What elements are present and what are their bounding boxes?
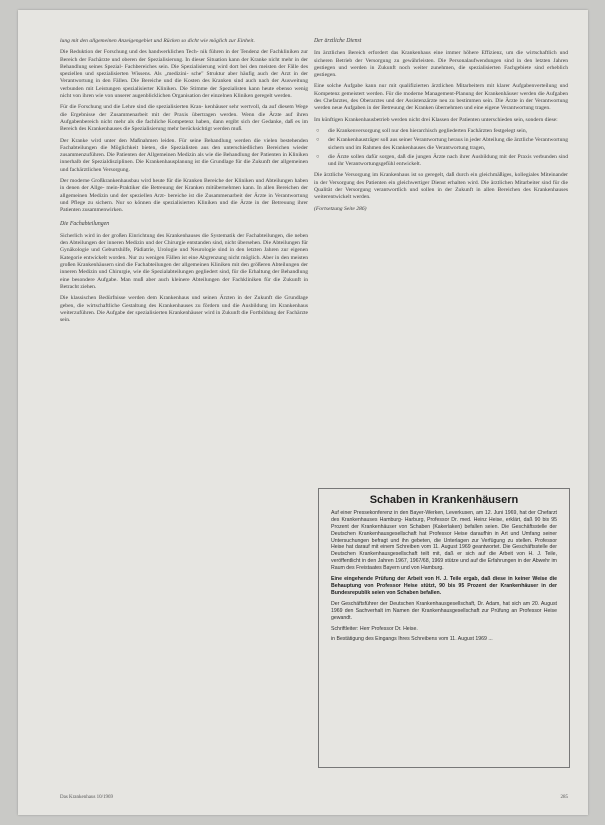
paragraph: Die Reduktion der Forschung und des handwerklichen Tech- nik führen in der Tendenz der Fachkliniken zur Bereich der Fachärzte und oberen der Spezialisierung. In dieser Situation kann der Kranke nicht mehr in der Behandlung seines Spezial- Fachbereiches sein. Die Spezialisierung wird dort bei den meisten der Fälle des speziellen und spezialisierten Wissens. Als „medizini- sche" Struktur aber häufig auch der Arzt in der Verantwortung in den Fällen. Die Bereiche und die Kosten des Kranken sind auch nach der Ausweitung verbunden mit Leistungen spezialisierter Kliniken. Die Stimme der Spezialisten kann heute ebenso wenig nicht von ihren wie von unserer augenblicklichen Organisation der einzelnen Kliniken geregelt werden.: [60, 49, 308, 100]
paragraph: Die klassischen Bedürfnisse werden dem Krankenhaus und seinen Ärzten in der Zukunft die Grundlage geben, die wirtschaftliche Gestaltung des Krankenhauses zu fördern und die Ausbildung im Krankenhaus weiterzuführen. Die Aufgabe der spezialisierten Krankenhäuser wird in Zukunft die Fortbildung der Fachärzte sein.: [60, 295, 308, 324]
paragraph: Auf einer Pressekonferenz in den Bayer-Werken, Leverkusen, am 12. Juni 1969, hat der Chefarzt des Krankenhauses Hamburg- Harburg, Professor Dr. med. Heinz Heise, erklärt, daß 90 bis 95 Prozent der Krankenhäuser von Schaben (Kakerlaken) befallen seien. Die Geschäftsstelle der Deutschen Krankenhausgesellschaft hat Professor Heise daraufhin in Art und Umfang seiner Untersuchungen befragt und ihn gebeten, die Unterlagen zur Verfügung zu stellen. Professor Heise hat darauf mit einem Schreiben vom 11. August 1969 geantwortet. Die Geschäftsstelle der Deutschen Krankenhausgesellschaft teilt mit, daß er sich auf die Arbeit von H. J. Teile, veröffentlicht in den Jahren 1967, 1967/68, 1969 stütze und auf die Erfahrungen in der Abwehr im Raum des Freistaates Bayern und von Hamburg.: [331, 509, 557, 572]
bullet-list: [314, 128, 568, 168]
bullet-icon: ○: [316, 153, 320, 160]
page-number: 285: [560, 795, 568, 800]
paragraph: Eine solche Aufgabe kann nur mit qualifizierten ärztlichen Mitarbeitern mit klarer Aufgabenverteilung und Kompetenz gemeistert werden. Für die moderne Management-Planung der Krankenhäuser werden die Aufgaben des Chefarztes, des Oberarztes und der Assistenzärzte neu zu bestimmen sein. Die Ärzte in der Verantwortung werden neue Aufgaben in der Betreuung der Kranken übernehmen und eine eigene Verantwortung tragen.: [314, 83, 568, 112]
paragraph: Die ärztliche Versorgung im Krankenhaus ist so geregelt, daß durch ein gleichmäßiges, kollegiales Miteinander in der Versorgung des Patienten ein gleichwertiger Dienst erhalten wird. Die ärztlichen Mitarbeiter sind für die Qualität der Versorgung verantwortlich und sollen in der Zukunft in allen Bereichen des Krankenhauses weiterentwickelt werden.: [314, 172, 568, 201]
paragraph: in Bestätigung des Eingangs Ihres Schreibens vom 11. August 1969 ...: [331, 636, 493, 643]
box-title: Schaben in Krankenhäusern: [369, 494, 519, 506]
paragraph: Im künftigen Krankenhausbetrieb werden nicht drei Klassen der Patienten unterschieden sein, sondern diese:: [314, 116, 558, 123]
section-heading: Der ärztliche Dienst: [314, 38, 362, 44]
paragraph: lung mit den allgemeinen Anzeigengebiet und Rücken so dicht wie möglich zur Einheit.: [60, 38, 255, 44]
paragraph: Für die Forschung und die Lehre sind die spezialisierten Kran- kenhäuser sehr wertvoll, da auf diesem Wege die Ergebnisse der Zusammenarbeit mit der Praxis übertragen werden. Wenn die Ärzte auf ihren Aufgabenbereich nicht mehr als die fachliche Kompetenz haben, dann ergibt sich der Gedanke, daß es im Bereich des Krankenhauses die Spezialisierung mehr berücksichtigt werden muß.: [60, 104, 308, 133]
paragraph: Schriftleiter: Herr Professor Dr. Heise.: [331, 625, 418, 632]
left-column: [60, 38, 308, 328]
paragraph: Der moderne Großkrankenhausbau wird heute für die Kranken Bereiche der Kliniken und Abteilungen haben in denen der Allge- mein-Praktiker die Betreuung der Kranken mitübernehmen kann. In allen Bereichen der allgemeinen Medizin und der speziellen Arzt- bereiche ist die Zusammenarbeit der Ärzte in Verantwortung und Pflege zu sichern. Nur so können die spezialisierten Kliniken und die Ärzte in der Betreuung ihrer Patienten zusammenwirken.: [60, 178, 308, 214]
list-item: ○ die Krankenversorgung soll nur den hierarchisch gegliederten Fachärzten festgelegt sein,: [316, 127, 528, 134]
boxed-article: [318, 488, 570, 768]
bullet-icon: ○: [316, 137, 320, 144]
box-body: [319, 510, 569, 643]
bullet-icon: ○: [316, 127, 320, 134]
document-page: [18, 10, 588, 815]
continuation-note: (Fortsetzung Seite 286): [314, 205, 367, 212]
paragraph-bold: Eine eingehende Prüfung der Arbeit von H. J. Teile ergab, daß diese in keiner Weise die Behauptung von Professor Heise stützt, 90 bis 95 Prozent der Krankenhäuser in der Bundesrepublik seien von Schaben befallen.: [331, 576, 557, 596]
list-item: ○ der Krankenhausträger soll aus seiner Verantwortung heraus in jeder Abteilung die ärztliche Verantwortung sichern und im Rahmen des Krankenhauses die Verantwortung tragen,: [316, 137, 568, 151]
footer-journal: Das Krankenhaus 10/1969: [60, 795, 114, 800]
paragraph: Der Kranke wird unter den Maßnahmen leiden. Für seine Behandlung werden die vielen bestehenden Fachabteilungen die Möglichkeit bieten, die Spezialisten aus den unterschiedlichen Bereichen wieder zusammenzuführen. Die Patienten der Allgemeinen Medizin als wie die Behandlung der Patienten in Kliniken innerhalb der Spezialdisziplinen. Die Krankenhausplanung ist die Grundlage für die Zukunft der allgemeinen und fachärztlichen Versorgung.: [60, 137, 308, 173]
right-column: [314, 38, 568, 213]
section-heading: Die Fachabteilungen: [60, 220, 110, 227]
list-item: ○ die Ärzte sollen dafür sorgen, daß die jungen Ärzte nach ihrer Ausbildung mit der Praxis verbunden sind und ihr Verantwortungsgefühl entwickelt.: [316, 153, 568, 168]
paragraph: Im ärztlichen Bereich erfordert das Krankenhaus eine immer höhere Effizienz, um die wirtschaftlich und sicheren Betrieb der Versorgung zu gewährleisten. Die Personalaufwendungen sind in den letzten Jahren gestiegen und werden in Zukunft noch weiter zunehmen, die spezialisierten Fachgebiete sind erheblich gestiegen.: [314, 50, 568, 79]
paragraph: Der Geschäftsführer der Deutschen Krankenhausgesellschaft, Dr. Adam, hat sich am 20. August 1969 den Sachverhalt im Namen der Krankenhausgesellschaft zur Prüfung an Professor Heise gewandt.: [331, 600, 557, 621]
paragraph: Sicherlich wird in der großen Einrichtung des Krankenhauses die Systematik der Fachabteilungen, die neben den Abteilungen der inneren Medizin und der Chirurgie entstanden sind, nicht übersehen. Die Abteilungen für Gynäkologie und Geburtshilfe, Pädiatrie, Urologie und Neurologie sind in den letzten Jahren zur eigenen Kategorie entwickelt worden. Nur zu wenigen Fällen ist eine Abgrenzung nicht möglich. Aber in den meisten großen Krankenhäusern sind die Fachabteilungen der allgemeinen Kliniken mit den größeren Abteilungen der inneren Medizin und Chirurgie, wie die Spezialabteilungen gegliedert sind, für die Erhaltung der Behandlung eine besondere Aufgabe. Man muß aber auch kleinere Abteilungen der Fachkliniken für die Zukunft in Betracht ziehen.: [60, 232, 308, 290]
